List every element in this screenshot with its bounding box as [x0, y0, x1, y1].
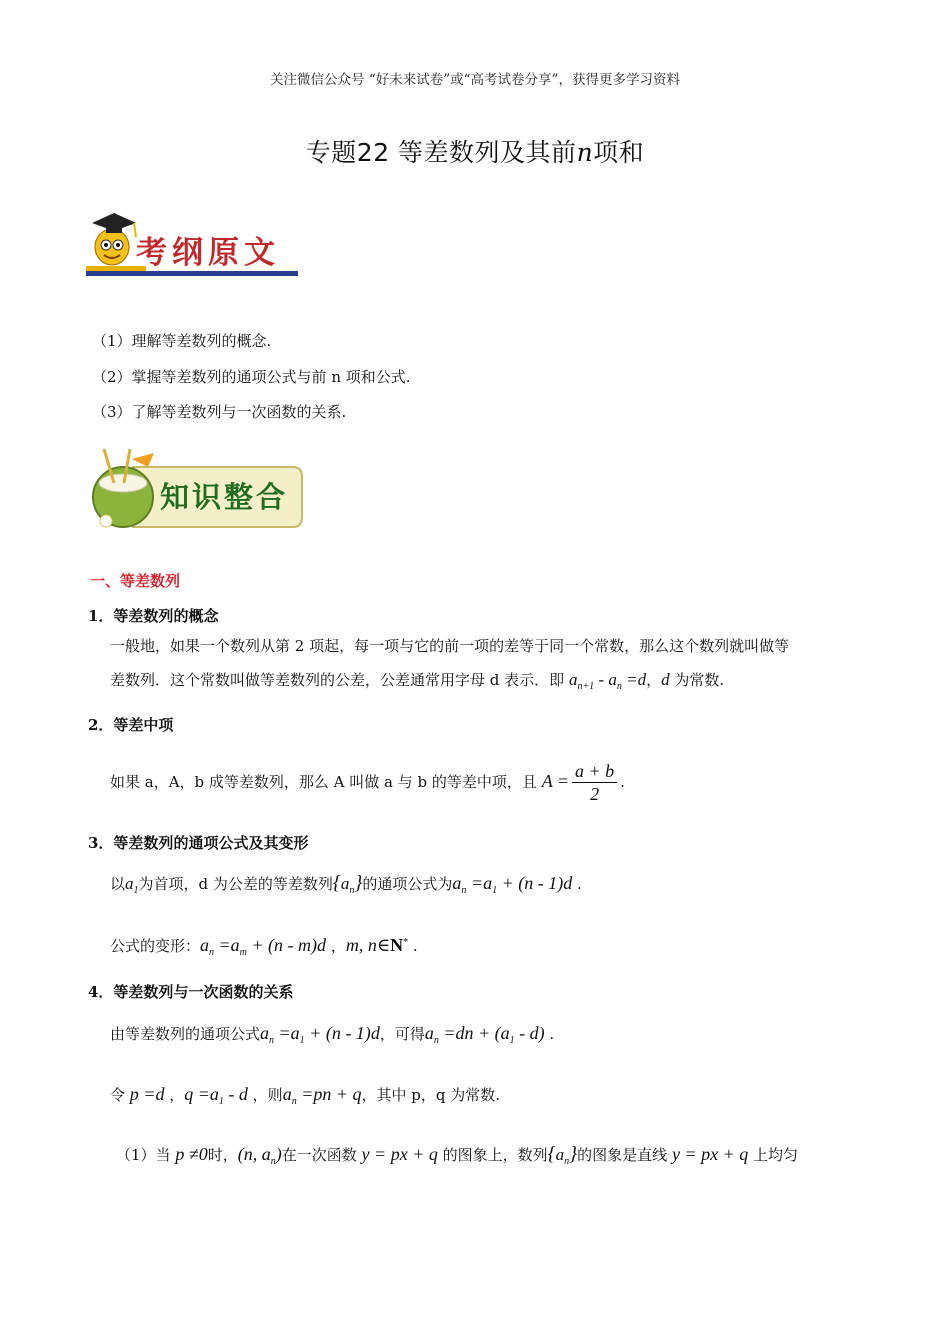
- formula-difference: $a_{n+1} - a_n =d$: [568, 670, 647, 692]
- objective-3: （3）了解等差数列与一次函数的关系.: [92, 403, 347, 421]
- heading-general-formula: 3．等差数列的通项公式及其变形: [88, 834, 309, 852]
- objective-2: （2）掌握等差数列的通项公式与前 n 项和公式.: [92, 368, 411, 386]
- formula-variant: $a_n =a_m + (n - m)d$: [200, 935, 327, 958]
- paragraph-general-formula: 以$a_1$为首项，d 为公差的等差数列$\{a_n\}$的通项公式为$a_n =a_1 + (n - 1)d$ .: [110, 872, 582, 896]
- paragraph-linear-2: 令 p =d ，$q =a_1 - d$ ，则$a_n =pn + q$，其中 p，q 为常数.: [110, 1084, 501, 1107]
- paragraph-concept: [110, 629, 880, 704]
- banner-knowledge: [88, 445, 303, 533]
- banner2-text: 知识整合: [160, 480, 289, 514]
- paragraph-mean: 如果 a，A，b 成等差数列，那么 A 叫做 a 与 b 的等差中项，且 A = $\frac{a + b}{2}$ .: [110, 760, 625, 804]
- heading-concept: 1．等差数列的概念: [88, 607, 219, 625]
- paragraph-line: 差数列．这个常数叫做等差数列的公差，公差通常用字母 d 表示．即 $a_{n+1} - a_n =d$，d 为常数.: [110, 670, 725, 692]
- paragraph-linear-3: （1）当 p ≠0时，(n, $a_n$)在一次函数 y = px + q 的图象上，数列$\{a_n\}$的图象是直线 y = px + q 上均匀: [116, 1143, 799, 1167]
- header-note: 关注微信公众号 “好未来试卷”或“高考试卷分享”，获得更多学习资料: [270, 72, 680, 88]
- heading-linear-function: 4．等差数列与一次函数的关系: [88, 983, 294, 1001]
- banner1-text: 考纲原文: [136, 235, 280, 271]
- paragraph-line: 一般地，如果一个数列从第 2 项起，每一项与它的前一项的差等于同一个常数，那么这个数列就叫做等: [110, 637, 790, 655]
- banner-exam-outline: [86, 205, 301, 280]
- heading-arithmetic-mean: 2．等差中项: [88, 716, 174, 734]
- paragraph-linear-1: 由等差数列的通项公式$a_n =a_1 + (n - 1)d$，可得$a_n =dn + (a_1 - d)$ .: [110, 1023, 555, 1046]
- formula-mean: A = $\frac{a + b}{2}$: [542, 771, 620, 791]
- formula-general-term: $a_n =a_1 + (n - 1)d$: [452, 873, 573, 896]
- paragraph-variant: 公式的变形：$a_n =a_m + (n - m)d$ ，m, n∈N* .: [110, 935, 418, 958]
- objective-1: （1）理解等差数列的概念.: [92, 332, 272, 350]
- section-heading: 一、等差数列: [90, 572, 181, 590]
- page-title: 专题22 等差数列及其前n项和: [305, 138, 645, 167]
